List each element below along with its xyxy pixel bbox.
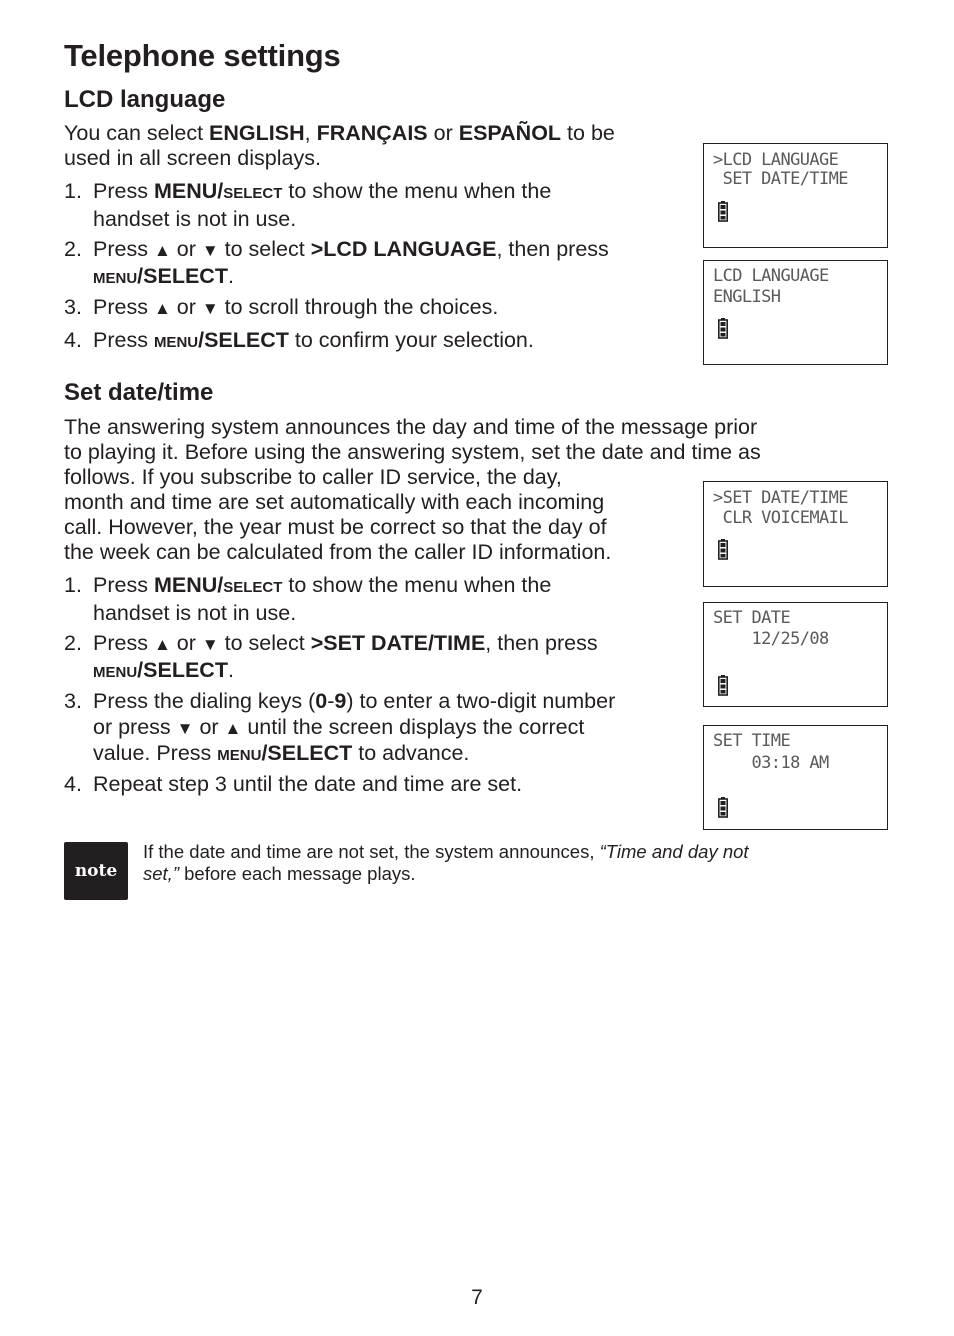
down-arrow-icon: ▼: [201, 241, 219, 260]
set-date-time-intro: The answering system announces the day and time of the message prior to playing it. Before using the answering system, set the date and time as follows. If you subscribe to caller ID service, the day, month and time are set automatically with each incoming call. However, the year must be correct so that the day of the week can be calculated from the caller ID information.: [64, 415, 761, 564]
note-icon: note: [64, 842, 128, 900]
down-arrow-icon: ▼: [201, 635, 219, 654]
down-arrow-icon: ▼: [201, 299, 219, 318]
battery-icon: [718, 675, 728, 696]
battery-icon: [718, 797, 728, 818]
lcd-language-heading: LCD language: [64, 86, 226, 113]
up-arrow-icon: ▲: [224, 718, 242, 738]
up-arrow-icon: ▲: [153, 635, 171, 654]
battery-icon: [718, 318, 728, 339]
page-title: Telephone settings: [64, 38, 341, 73]
lcd-screen-set-time: SET TIME 03:18 AM: [703, 725, 888, 830]
battery-icon: [718, 539, 728, 560]
lcd-language-intro: You can select ENGLISH, FRANÇAIS or ESPAÑOL to be used in all screen displays.: [64, 121, 615, 170]
lcd-screen-menu-date-time: >SET DATE/TIME CLR VOICEMAIL: [703, 481, 888, 587]
page-number: 7: [471, 1286, 483, 1309]
down-arrow-icon: ▼: [176, 718, 194, 738]
battery-icon: [718, 201, 728, 222]
lcd-screen-language-english: LCD LANGUAGE ENGLISH: [703, 260, 888, 365]
up-arrow-icon: ▲: [153, 241, 171, 260]
note-text: If the date and time are not set, the system announces, “Time and day not set,” before each message plays.: [143, 841, 749, 884]
set-date-time-heading: Set date/time: [64, 379, 214, 406]
up-arrow-icon: ▲: [153, 299, 171, 318]
lcd-screen-menu-language: >LCD LANGUAGE SET DATE/TIME: [703, 143, 888, 248]
lcd-screen-set-date: SET DATE 12/25/08: [703, 602, 888, 707]
